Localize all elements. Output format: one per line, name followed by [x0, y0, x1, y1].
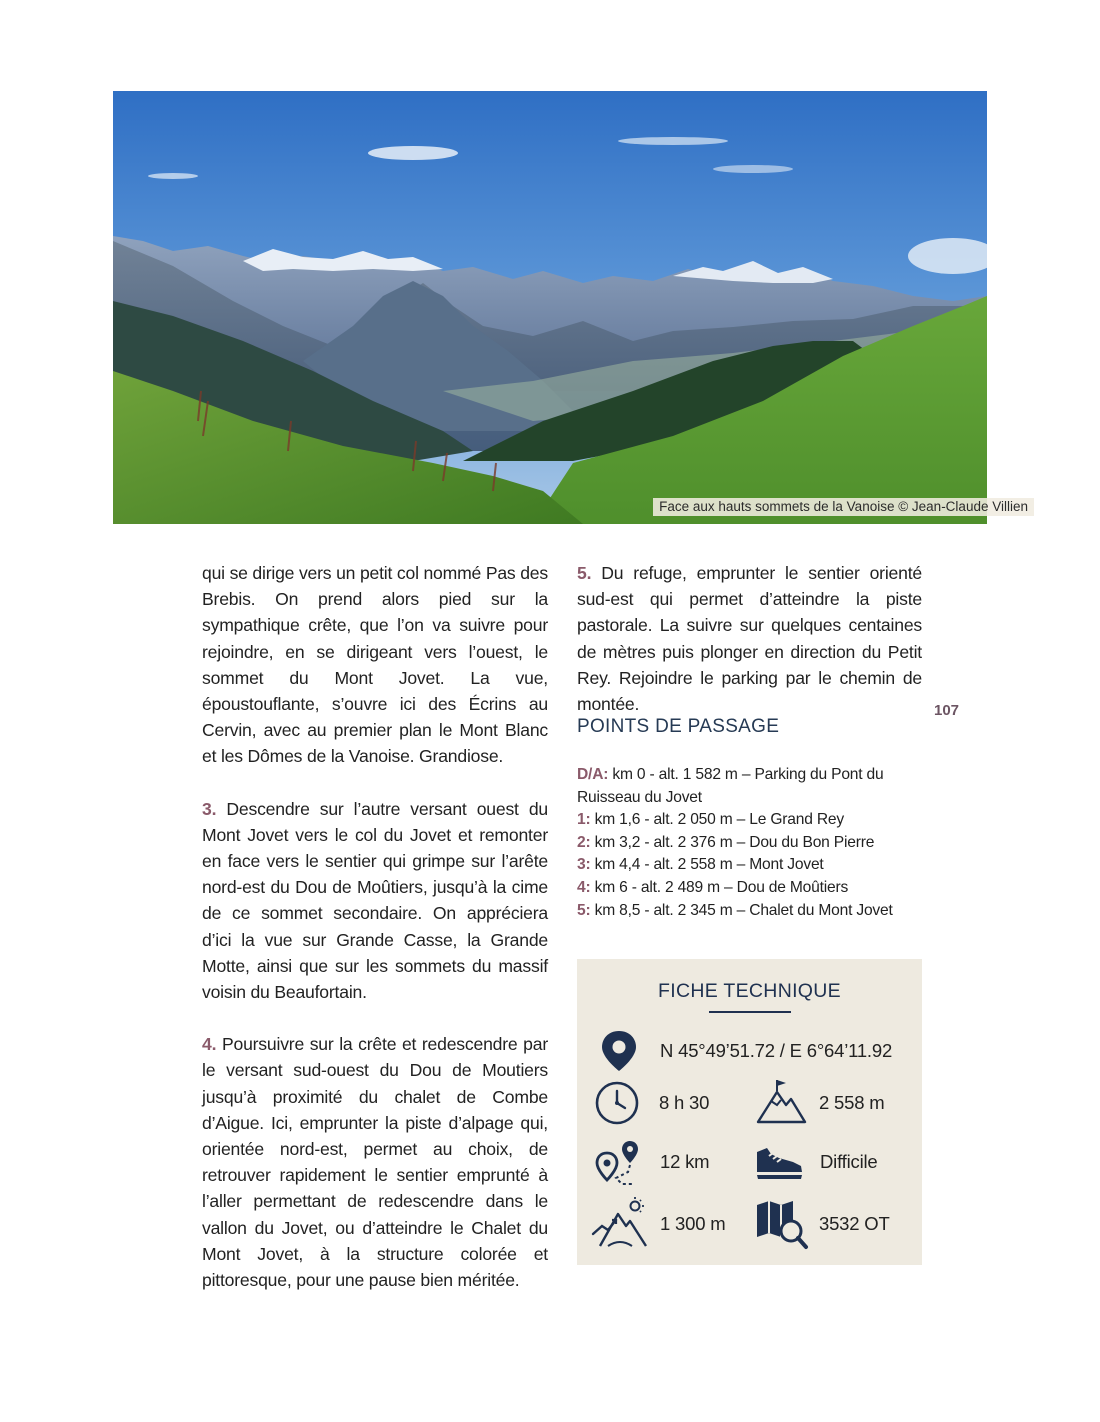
waypoint-key: 1: [577, 811, 591, 829]
step-4-number: 4. [202, 1034, 217, 1055]
clock-icon [594, 1080, 640, 1126]
intro-paragraph: qui se dirige vers un petit col nommé Pas des Brebis. On prend alors pied sur la sympathique crête, que l’on va suivre pour rejoindre, en se dirigeant vers l’ouest, le sommet du Mont Jovet. La vue, époustouflante, s’ouvre ici des Écrins au Cervin, avec au premier plan le Mont Blanc et les Dômes de la Vanoise. Grandiose. [202, 563, 548, 767]
difficulty-value: Difficile [820, 1151, 878, 1172]
waypoint-item [577, 900, 922, 923]
fiche-technique-box [577, 959, 922, 1265]
distance-value: 12 km [660, 1151, 710, 1172]
waypoint-text: km 4,4 - alt. 2 558 m – Mont Jovet [590, 856, 824, 874]
waypoint-key: 5: [577, 901, 591, 919]
waypoint-text: km 6 - alt. 2 489 m – Dou de Moûtiers [590, 878, 849, 896]
waypoint-item [577, 764, 922, 809]
mountain-landscape-image [113, 91, 987, 524]
summit-flag-icon [755, 1077, 807, 1125]
waypoint-key: 4: [577, 878, 591, 896]
fiche-technique-title: FICHE TECHNIQUE [658, 980, 841, 1002]
step-3-paragraph [202, 796, 548, 1006]
waypoint-key: 3: [577, 856, 591, 874]
points-de-passage-title: POINTS DE PASSAGE [577, 716, 780, 737]
points-de-passage-list [577, 764, 922, 922]
step-4-paragraph [202, 1031, 548, 1293]
step-3-number: 3. [202, 798, 217, 819]
right-text-column [577, 560, 922, 717]
coordinates-value: N 45°49’51.72 / E 6°64’11.92 [660, 1040, 893, 1061]
page-number: 107 [934, 702, 960, 719]
waypoint-text: km 1,6 - alt. 2 050 m – Le Grand Rey [590, 811, 844, 829]
waypoint-text: km 3,2 - alt. 2 376 m – Dou du Bon Pierre [590, 833, 875, 851]
elevation-gain-value: 1 300 m [660, 1213, 726, 1234]
step-3-text: Descendre sur l’autre versant ouest du Mont Jovet vers le col du Jovet et remonter en face vers le sentier qui grimpe sur l’arête nord-est du Dou de Moûtiers, jusqu’à la cime de ce sommet secondaire. On appréciera d’ici la vue sur Grande Casse, la Grande Motte, ainsi que sur les sommets du massif voisin du Beaufortain. [202, 798, 548, 1003]
elevation-mountain-icon [590, 1196, 650, 1250]
waypoint-item [577, 854, 922, 877]
title-underline [709, 1011, 791, 1013]
map-search-icon [755, 1199, 809, 1251]
route-pins-icon [594, 1138, 644, 1188]
left-text-column [202, 560, 548, 1293]
waypoint-key: 2: [577, 833, 591, 851]
altitude-value: 2 558 m [819, 1092, 885, 1113]
mountain-photo [113, 91, 987, 524]
waypoint-text: km 0 - alt. 1 582 m – Parking du Pont du Ruisseau du Jovet [577, 766, 884, 806]
duration-value: 8 h 30 [659, 1092, 710, 1113]
map-ref-value: 3532 OT [819, 1213, 890, 1234]
step-5-number: 5. [577, 563, 592, 583]
waypoint-item [577, 809, 922, 832]
step-5-paragraph [577, 560, 922, 717]
waypoint-text: km 8,5 - alt. 2 345 m – Chalet du Mont Jovet [590, 901, 893, 919]
photo-caption: Face aux hauts sommets de la Vanoise © Jean-Claude Villien [653, 498, 1034, 516]
location-pin-icon [599, 1029, 639, 1073]
step-5-text: Du refuge, emprunter le sentier orienté sud-est qui permet d’atteindre la piste pastorale. La suivre sur quelques centaines de mètres puis plonger en direction du Petit Rey. Rejoindre le parking par le chemin de montée. [577, 563, 922, 715]
waypoint-item [577, 877, 922, 900]
waypoint-item [577, 832, 922, 855]
hiking-shoe-icon [753, 1142, 805, 1182]
step-4-text: Poursuivre sur la crête et redescendre par le versant sud-ouest du Dou de Moutiers jusqu’à proximité du chalet de Combe d’Aigue. Ici, emprunter la piste d’alpage qui, orientée nord-est, permet au choix, de retrouver rapidement le sentier emprunté à l’aller permettant de redescendre dans le vallon du Jovet, ou d’atteindre le Chalet du Mont Jovet, à la structure colorée et pittoresque, pour une pause bien méritée. [202, 1034, 548, 1291]
waypoint-key: D/A: [577, 766, 609, 783]
